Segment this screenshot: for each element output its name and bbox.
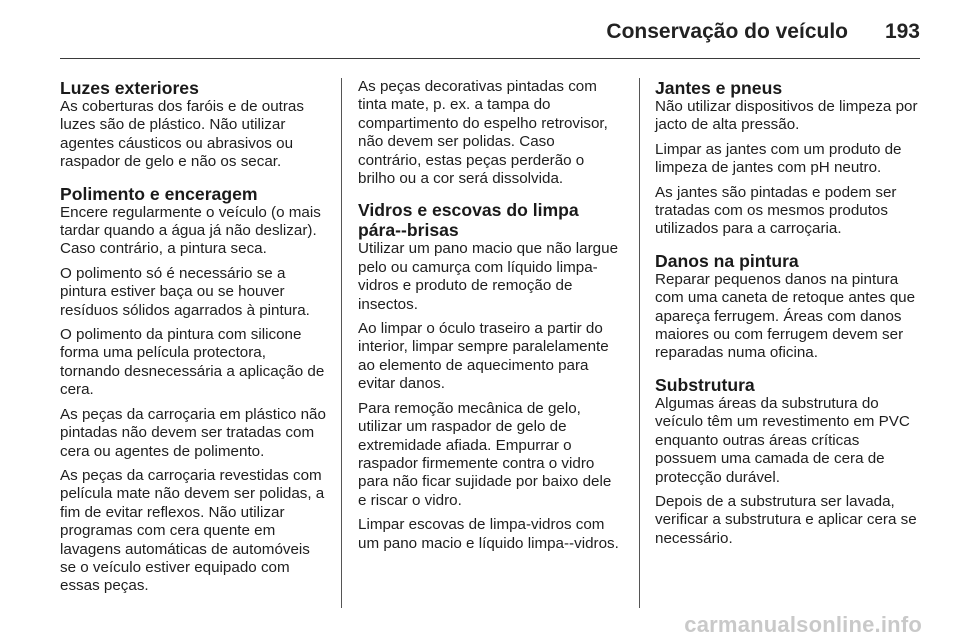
paragraph: Para remoção mecânica de gelo, utilizar um raspador de gelo de extremidade afiada. Empurrar o raspador firmemente contra o vidro para não ficar sujidade por baixo dele e riscar o vidro. — [358, 399, 612, 509]
paragraph: Algumas áreas da substrutura do veículo têm um revestimento em PVC enquanto outras áreas críticas possuem uma camada de cera de protecção durável. — [655, 394, 910, 486]
paragraph: As peças decorativas pintadas com tinta mate, p. ex. a tampa do compartimento do espelho retrovisor, não devem ser polidas. Caso contrário, estas peças perderão o brilho ou a cor será dissolvida. — [358, 78, 608, 188]
paragraph: Limpar as jantes com um produto de limpeza de jantes com pH neutro. — [655, 140, 902, 177]
column-divider-1 — [341, 78, 342, 608]
column-2 — [358, 78, 622, 559]
paragraph: As peças da carroçaria em plástico não pintadas não devem ser tratadas com cera ou agentes de polimento. — [60, 405, 326, 460]
paragraph: Depois de a substrutura ser lavada, verificar a substrutura e aplicar cera se necessário. — [655, 492, 917, 547]
watermark: carmanualsonline.info — [684, 612, 922, 637]
paragraph: Não utilizar dispositivos de limpeza por jacto de alta pressão. — [655, 98, 918, 134]
paragraph: Limpar escovas de limpa-vidros com um pano macio e líquido limpa--vidros. — [358, 516, 619, 552]
page-title: Conservação do veículo — [606, 20, 848, 43]
paragraph: Encere regularmente o veículo (o mais tardar quando a água já não deslizar). Caso contrário, a pintura seca. — [60, 203, 321, 258]
section-heading-polimento: Polimento e enceragem — [60, 183, 258, 204]
paragraph: Reparar pequenos danos na pintura com uma caneta de retoque antes que apareça ferrugem. Áreas com danos maiores ou com ferrugem devem ser reparadas numa oficina. — [655, 270, 916, 362]
paragraph: As coberturas dos faróis e de outras luzes são de plástico. Não utilizar agentes cáusticos ou abrasivos ou raspador de gelo e não os secar. — [60, 98, 304, 171]
section-heading-substrutura: Substrutura — [655, 374, 755, 395]
paragraph: O polimento só é necessário se a pintura estiver baça ou se houver resíduos sólidos agarrados à pintura. — [60, 264, 310, 319]
paragraph: Ao limpar o óculo traseiro a partir do interior, limpar sempre paralelamente ao elemento de aquecimento para evitar danos. — [358, 320, 609, 393]
page-header — [60, 14, 920, 59]
section-heading-luzes-exteriores: Luzes exteriores — [60, 78, 199, 98]
section-heading-vidros: Vidros e escovas do limpa pára--brisas — [358, 200, 579, 241]
paragraph: As peças da carroçaria revestidas com película mate não devem ser polidas, a fim de evitar reflexos. Não utilizar programas com cera quente em lavagens automáticas de automóveis se o veículo estiver equipado com essas peças. — [60, 466, 325, 595]
section-heading-jantes: Jantes e pneus — [655, 78, 783, 98]
column-1 — [60, 78, 326, 602]
page-number: 193 — [884, 20, 920, 43]
paragraph: As jantes são pintadas e podem ser tratadas com os mesmos produtos utilizados para a carroçaria. — [655, 183, 897, 238]
paragraph: Utilizar um pano macio que não largue pelo ou camurça com líquido limpa-vidros e produto de remoção de insectos. — [358, 240, 619, 313]
section-heading-danos: Danos na pintura — [655, 250, 799, 271]
column-divider-2 — [639, 78, 640, 608]
paragraph: O polimento da pintura com silicone forma uma película protectora, tornando desnecessária a aplicação de cera. — [60, 326, 325, 399]
column-3 — [655, 78, 921, 554]
